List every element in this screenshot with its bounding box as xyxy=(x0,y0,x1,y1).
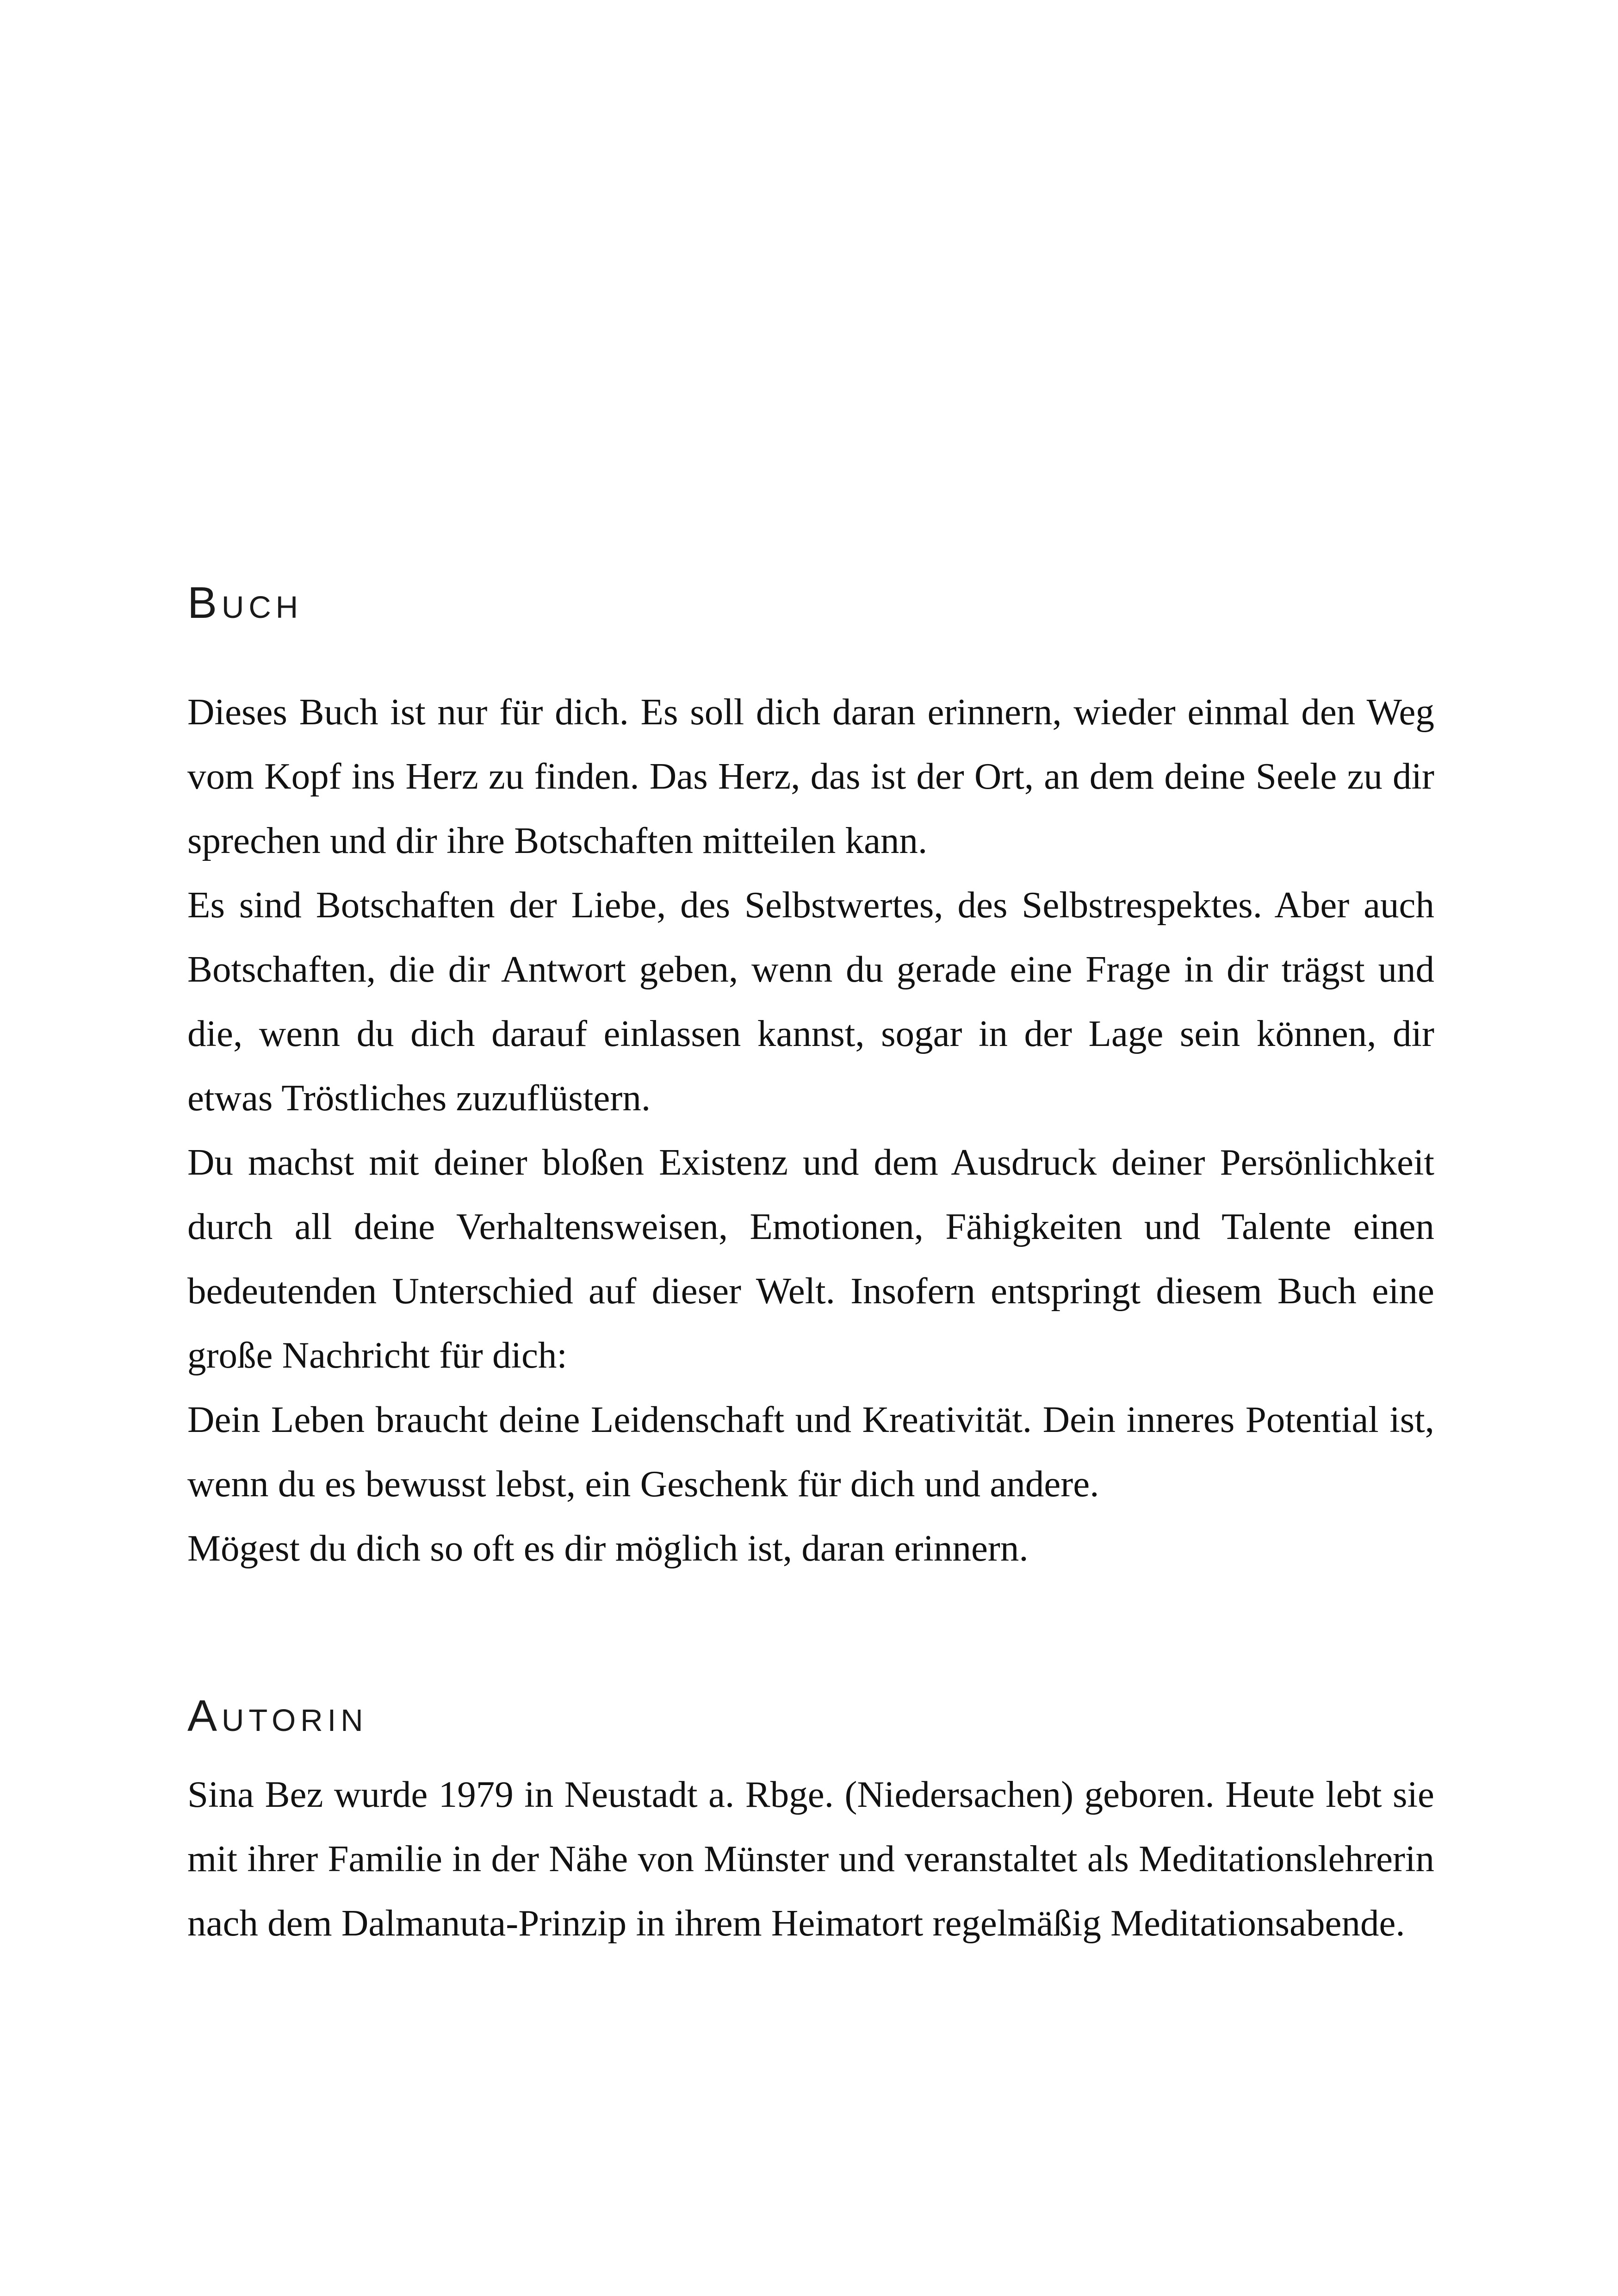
book-paragraph: Es sind Botschaften der Liebe, des Selbstwertes, des Selbstrespektes. Aber auch Botschaften, die dir Antwort geben, wenn du gerade eine Frage in dir trägst und die, wenn du dich darauf einlassen kannst, sogar in der Lage sein können, dir etwas Tröstliches zuzuflüstern. xyxy=(187,884,1434,1119)
book-paragraph: Du machst mit deiner bloßen Existenz und dem Ausdruck deiner Persönlichkeit durch all deine Verhaltensweisen, Emotionen, Fähigkeiten und Talente einen bedeutenden Unterschied auf dieser Welt. Insofern entspringt diesem Buch eine große Nachricht für dich: xyxy=(187,1141,1434,1376)
book-heading: Buch xyxy=(187,578,303,628)
book-paragraph: Dein Leben braucht deine Leidenschaft und Kreativität. Dein inneres Potential ist, wenn du es bewusst lebst, ein Geschenk für dich und andere. xyxy=(187,1399,1434,1505)
author-paragraph: Sina Bez wurde 1979 in Neustadt a. Rbge. (Niedersachen) geboren. Heute lebt sie mit ihrer Familie in der Nähe von Münster und veranstaltet als Meditationslehrerin nach dem Dalmanuta-Prinzip in ihrem Heimatort regelmäßig Meditationsabende. xyxy=(187,1773,1434,1944)
book-paragraph: Dieses Buch ist nur für dich. Es soll dich daran erinnern, wieder einmal den Weg vom Kopf ins Herz zu finden. Das Herz, das ist der Ort, an dem deine Seele zu dir sprechen und dir ihre Botschaften mitteilen kann. xyxy=(187,691,1434,861)
author-heading: Autorin xyxy=(187,1691,368,1741)
book-paragraph: Mögest du dich so oft es dir möglich ist, daran erinnern. xyxy=(187,1527,1029,1569)
author-section xyxy=(187,1691,1434,1955)
book-section xyxy=(187,578,1434,1580)
